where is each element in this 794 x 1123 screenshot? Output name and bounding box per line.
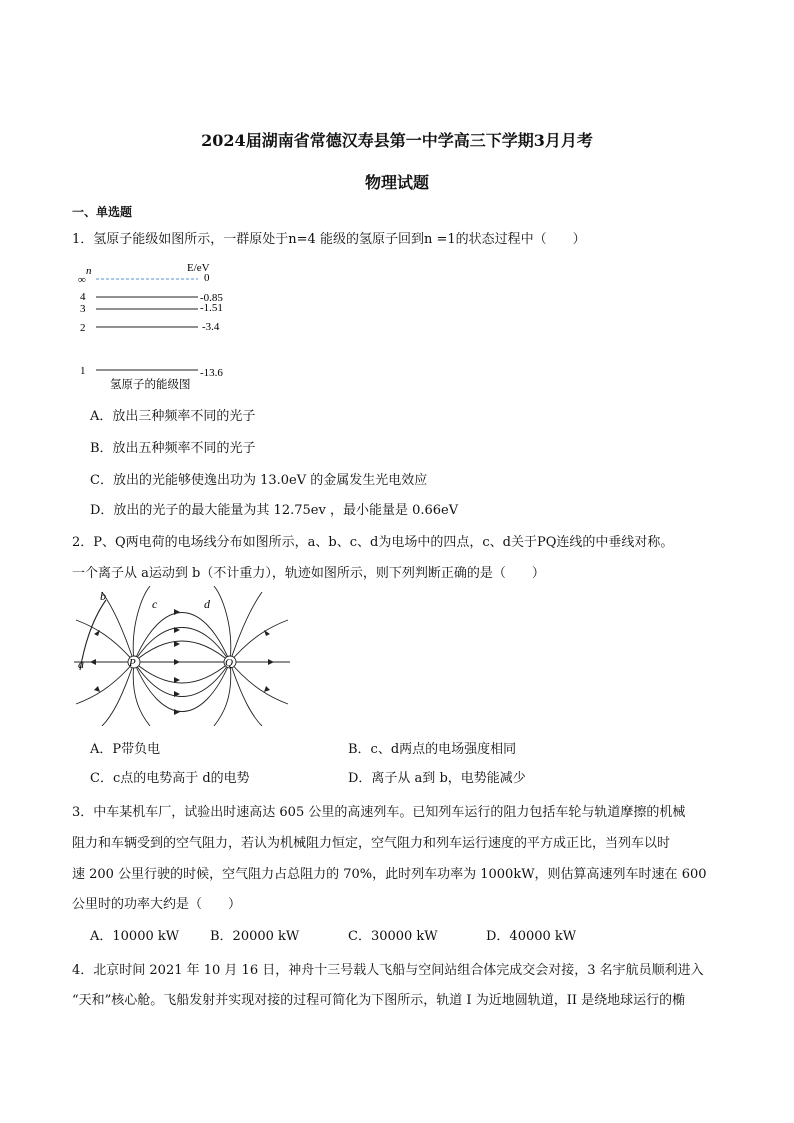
q4-line-1: 4．北京时间 2021 年 10 月 16 日，神舟十三号载人飞船与空间站组合体完成交会对接，3 名宇航员顺利进入 [72, 963, 704, 978]
exam-subtitle: 物理试题 [364, 173, 429, 192]
electric-field-diagram [72, 586, 292, 726]
q1-option-b: B．放出五种频率不同的光子 [90, 441, 256, 456]
n-axis-label: n [86, 265, 92, 277]
level-n-1: 1 [80, 365, 86, 377]
q2-stem-line1: 2．P、Q两电荷的电场线分布如图所示，a、b、c、d为电场中的四点，c、d关于PQ连线的中垂线对称。 [72, 535, 674, 550]
q2-stem-line2: 一个离子从 a运动到 b（不计重力），轨迹如图所示，则下列判断正确的是（ ） [72, 566, 545, 581]
q3-line-4: 公里时的功率大约是（ ） [72, 897, 242, 912]
e-axis-label: E/eV [187, 262, 210, 274]
level-n-4: 4 [80, 291, 86, 303]
q1-option-c: C．放出的光能够使逸出功为 13.0eV 的金属发生光电效应 [90, 473, 428, 488]
level-n-3: 3 [80, 303, 86, 315]
q1-stem: 1．氢原子能级如图所示，一群原处于n=4 能级的氢原子回到n =1的状态过程中（ ） [72, 232, 586, 247]
point-d-label: d [204, 597, 210, 611]
exam-title: 2024届湖南省常德汉寿县第一中学高三下学期3月月考 [201, 131, 593, 150]
q3-option-d: D．40000 kW [486, 929, 577, 944]
level-e-3: -1.51 [200, 302, 223, 314]
level-n-2: 2 [80, 322, 86, 334]
q3-line-3: 速 200 公里行驶的时候，空气阻力占总阻力的 70%，此时列车功率为 1000kW，则估算高速列车时速在 600 [72, 867, 707, 882]
q1-option-a: A．放出三种频率不同的光子 [90, 409, 256, 424]
q2-option-c: C．c点的电势高于 d的电势 [90, 771, 250, 786]
q1-option-d: D．放出的光子的最大能量为其 12.75ev ，最小能量是 0.66eV [90, 503, 459, 518]
q4-line-2: “天和”核心舱。飞船发射并实现对接的过程可简化为下图所示，轨道 I 为近地圆轨道，II 是绕地球运行的椭 [72, 993, 686, 1008]
level-e-inf: 0 [204, 272, 210, 284]
level-e-4: -0.85 [200, 292, 223, 304]
q3-option-a: A．10000 kW [90, 929, 180, 944]
level-n-inf: ∞ [78, 274, 86, 286]
q3-line-1: 3．中车某机车厂，试验出时速高达 605 公里的高速列车。已知列车运行的阻力包括车轮与轨道摩擦的机械 [72, 805, 686, 820]
q2-option-d: D．离子从 a到 b，电势能减少 [348, 771, 526, 786]
q3-option-c: C．30000 kW [348, 929, 438, 944]
charge-p-label: P [129, 657, 136, 669]
q2-option-b: B．c、d两点的电场强度相同 [348, 742, 517, 757]
point-a-label: a [78, 657, 84, 671]
charge-q-label: Q [225, 657, 233, 669]
point-b-label: b [100, 589, 106, 603]
level-e-2: -3.4 [202, 321, 220, 333]
energy-level-diagram [74, 255, 244, 395]
level-e-1: -13.6 [200, 367, 223, 379]
q2-option-a: A．P带负电 [90, 742, 161, 757]
diagram-caption: 氢原子的能级图 [110, 379, 191, 391]
point-c-label: c [152, 597, 158, 611]
q3-line-2: 阻力和车辆受到的空气阻力，若认为机械阻力恒定，空气阻力和列车运行速度的平方成正比，当列车以时 [72, 836, 671, 851]
q3-option-b: B．20000 kW [210, 929, 300, 944]
section-heading: 一、单选题 [72, 205, 133, 219]
